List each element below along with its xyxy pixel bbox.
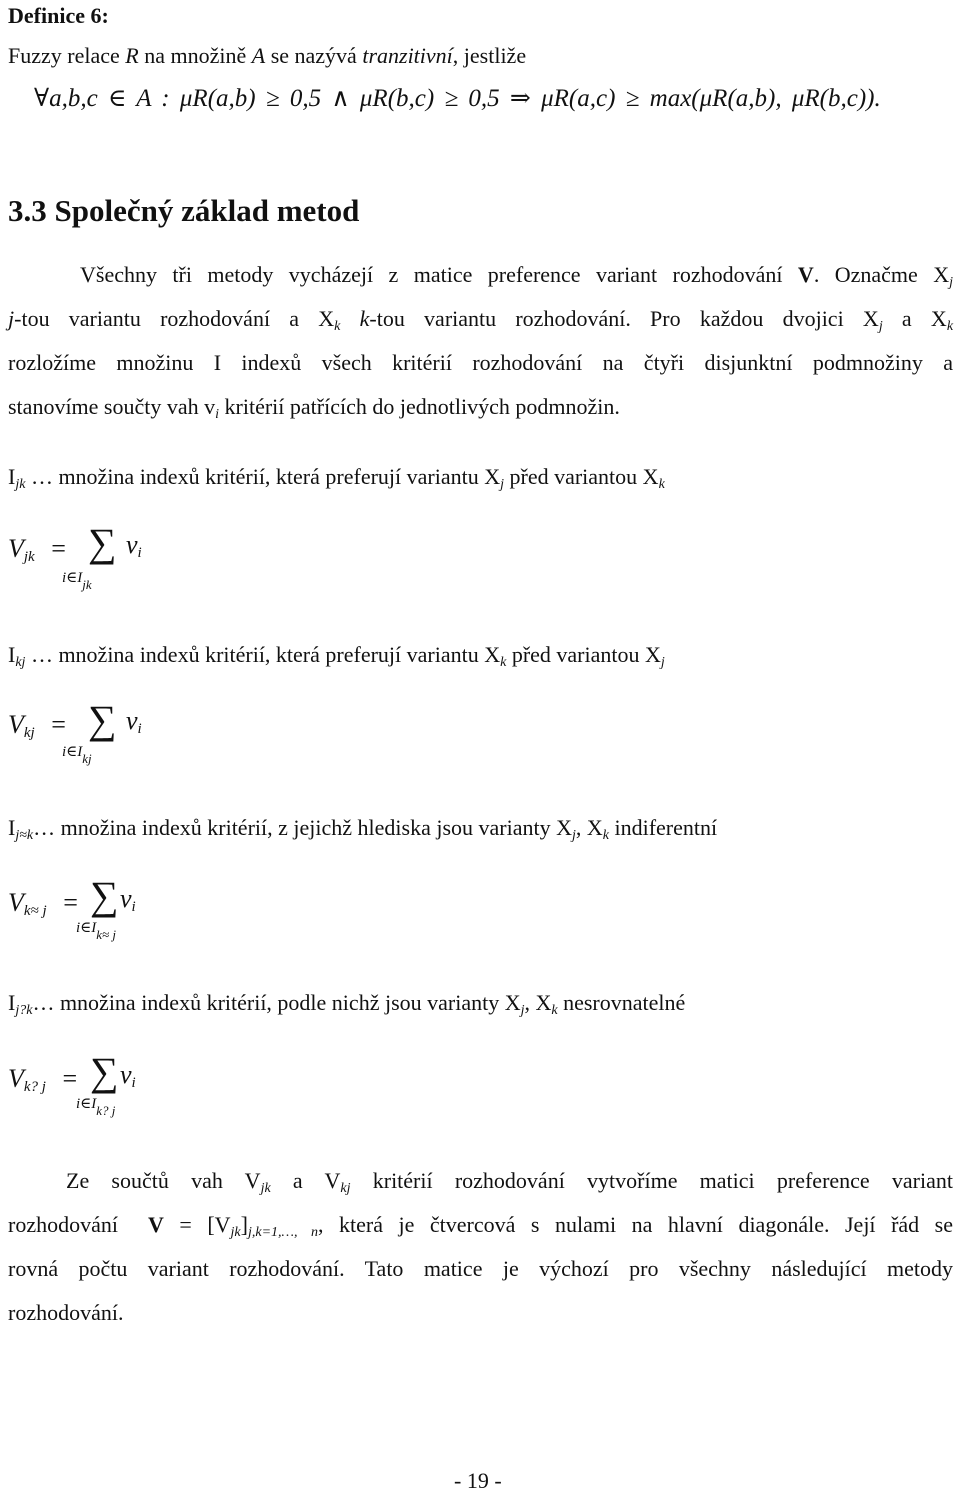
page-number: - 19 - <box>454 1468 502 1493</box>
weight-vi: $v_i$ <box>126 530 142 561</box>
section-heading: 3.3 Společný základ metod <box>8 193 360 228</box>
formula-v-kj: $V_{kj}$ = <box>8 710 66 741</box>
paragraph2-line-1: Ze součtů vah $V_{jk}$ a $V_{kj}$ kritérií rozhodování vytvoříme matici preference variant <box>66 1168 953 1196</box>
paragraph-line-1: Všechny tři metody vycházejí z matice preference variant rozhodování V. Označme $X_j$ <box>80 262 954 290</box>
set-definition-incomparable: $I_{j?k}\dots$ množina indexů kritérií, podle nichž jsou varianty $X_j$, $X_k$ nesrovnatelné <box>8 990 686 1018</box>
weight-vi: $v_i$ <box>120 1060 136 1091</box>
paragraph-line-6-wrap <box>8 1212 954 1240</box>
paragraph-intro <box>8 262 954 290</box>
weight-vi: $v_i$ <box>120 884 136 915</box>
paragraph-line-2-wrap <box>8 306 954 334</box>
set-definition-kj: $I_{kj}$ … množina indexů kritérií, která preferují variantu $X_k$ před variantou $X_j$ <box>8 642 665 670</box>
formula-v-jk: $V_{jk}$ = <box>8 534 66 565</box>
paragraph-line-5-wrap <box>8 1168 953 1196</box>
sum-symbol: ∑ <box>88 697 117 742</box>
paragraph-line-4: stanovíme součty vah $v_i$ kritérií patřících do jednotlivých podmnožin. <box>8 394 620 422</box>
definition-title: Definice 6: <box>8 3 109 28</box>
set-definition-jk: $I_{jk}$ … množina indexů kritérií, která preferují variantu $X_j$ před variantou $X_k$ <box>8 464 665 492</box>
paragraph2-line-3: rovná počtu variant rozhodování. Tato matice je výchozí pro všechny následující metody <box>8 1256 953 1281</box>
sum-index: $i\in I_{k\approx j}$ <box>76 920 117 942</box>
sum-index: $i\in I_{jk}$ <box>62 570 92 592</box>
sum-index: $i\in I_{kj}$ <box>62 744 92 766</box>
paragraph-line-2: j-tou variantu rozhodování a $X_k$ k-tou variantu rozhodování. Pro každou dvojici $X_j$ a $X_k$ <box>8 306 954 334</box>
sum-symbol: ∑ <box>90 873 119 918</box>
set-definition-indifferent: $I_{j\approx k}\dots$ množina indexů kritérií, z jejichž hlediska jsou varianty $X_j$, $X_k$ indiferentní <box>8 815 718 843</box>
paragraph-line-3: rozložíme množinu I indexů všech kritérií rozhodování na čtyři disjunktní podmnožiny a <box>8 350 953 375</box>
transitivity-formula: ∀a,b,c ∈ A : μR(a,b) ≥ 0,5 ∧ μR(b,c) ≥ 0,5 ⇒ μR(a,c) ≥ max(μR(a,b), μR(b,c)). <box>34 85 881 112</box>
paragraph2-line-4: rozhodování. <box>8 1300 124 1325</box>
formula-v-indifferent: $V_{k\approx j}$ = <box>8 888 78 919</box>
weight-vi: $v_i$ <box>126 706 142 737</box>
paragraph2-line-2: rozhodování $V = [V_{jk}]_{j,k=1,\dots, n}$, která je čtvercová s nulami na hlavní diagonále. Její řád se <box>8 1212 954 1240</box>
paragraph-line-7-wrap <box>8 1256 953 1281</box>
definition-intro: Fuzzy relace R na množině A se nazývá tranzitivní, jestliže <box>8 43 527 68</box>
sum-symbol: ∑ <box>88 520 117 565</box>
sum-symbol: ∑ <box>90 1049 119 1094</box>
sum-index: $i\in I_{k? j}$ <box>76 1096 116 1118</box>
paragraph-line-3-wrap <box>8 350 953 375</box>
formula-v-incomparable: $V_{k? j}$ = <box>8 1064 78 1095</box>
